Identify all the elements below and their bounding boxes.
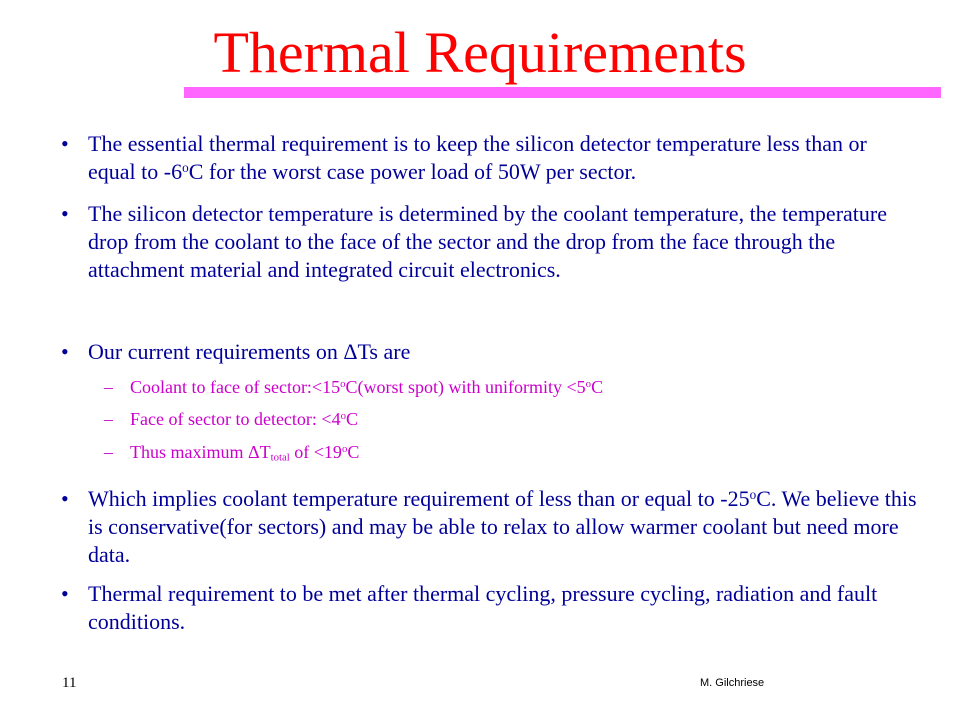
dash-icon: – [104,409,113,429]
dash-icon: – [104,377,113,397]
sub-bullet-text: Face of sector to detector: <4 [130,409,341,429]
title-underline-bar [184,87,941,98]
sub-bullet-text: C [345,409,358,429]
bullet-text: Which implies coolant temperature requirement of less than or equal to -25 [88,486,750,511]
sub-bullet-text: C(worst spot) with uniformity <5 [345,377,586,397]
bullet-icon: • [61,339,69,364]
degree-symbol: o [749,486,757,502]
bullet-icon: • [61,486,69,511]
slide-title: Thermal Requirements [213,20,747,85]
sub-bullet-text: of <19 [289,442,342,462]
page-number: 11 [62,675,77,691]
bullet-icon: • [61,131,69,156]
sub-bullet-item-3 [104,441,930,464]
degree-symbol: o [340,410,346,423]
degree-symbol: o [182,159,189,175]
bullet-item-2 [61,200,918,284]
bullet-text: The essential thermal requirement is to keep the silicon detector temperature less than or equal to -6 [88,131,867,184]
bullet-icon: • [61,581,69,606]
sub-bullet-item-1 [104,376,930,398]
bullet-icon: • [61,201,69,226]
bullet-item-1 [61,130,918,186]
dash-icon: – [104,442,113,462]
bullet-text: The silicon detector temperature is determined by the coolant temperature, the temperature drop from the coolant to the face of the sector and the drop from the face through the attachment material and integrated circuit electronics. [88,201,887,282]
sub-bullet-text: Thus maximum [130,442,248,462]
bullet-text: Thermal requirement to be met after thermal cycling, pressure cycling, radiation and fault conditions. [88,581,878,634]
sub-bullet-text: C [591,377,604,397]
author-label: M. Gilchriese [700,677,765,689]
sub-bullet-text: T [259,442,271,462]
bullet-text: Ts are [357,339,411,364]
bullet-item-4 [61,485,918,569]
delta-symbol: Δ [343,339,358,364]
bullet-text: Our current requirements on [88,339,344,364]
sub-bullet-item-2 [104,408,930,430]
delta-symbol: Δ [248,442,260,462]
sub-bullet-text: Coolant to face of sector:<15 [130,377,341,397]
subscript-total: total [270,451,290,464]
bullet-item-3 [61,338,918,366]
bullet-item-5 [61,580,918,636]
sub-bullet-text: C [347,442,360,462]
degree-symbol: o [585,378,592,391]
bullet-text: C for the worst case power load of 50W per sector. [188,159,637,184]
degree-symbol: o [340,378,346,391]
degree-symbol: o [341,443,348,456]
bullet-text: C. We believe this is conservative(for sectors) and may be able to relax to allow warmer coolant but need more data. [88,486,917,567]
